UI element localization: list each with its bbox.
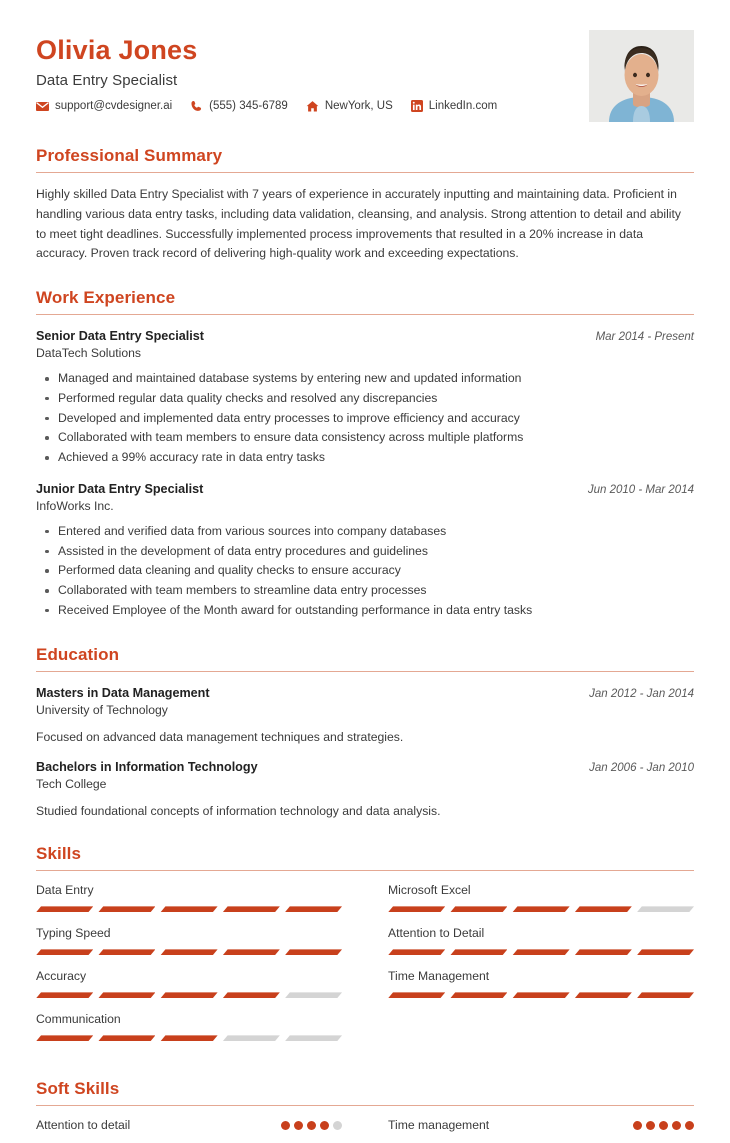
- section-education: [36, 645, 694, 821]
- soft-skill-item: [36, 1118, 342, 1132]
- education-school: Tech College: [36, 777, 107, 792]
- work-date: Jun 2010 - Mar 2014: [587, 483, 694, 496]
- list-item: Assisted in the development of data entry procedures and guidelines: [36, 542, 694, 562]
- contact-location[interactable]: [306, 100, 393, 113]
- list-item: Developed and implemented data entry processes to improve efficiency and accuracy: [36, 409, 694, 429]
- work-bullet-list: [36, 369, 694, 468]
- list-item: Received Employee of the Month award for outstanding performance in data entry tasks: [36, 601, 694, 621]
- contact-linkedin[interactable]: [411, 100, 497, 112]
- section-professional-summary: [36, 146, 694, 264]
- rating-segment: [512, 949, 569, 955]
- candidate-job-title: Data Entry Specialist: [36, 71, 178, 89]
- skill-label: Attention to Detail: [388, 926, 485, 941]
- section-divider: [36, 314, 694, 315]
- envelope-icon: [36, 100, 49, 113]
- work-role: Senior Data Entry Specialist: [36, 329, 204, 344]
- section-title: Education: [36, 644, 120, 664]
- work-role: Junior Data Entry Specialist: [36, 481, 204, 496]
- skill-rating-bar: [36, 992, 342, 998]
- rating-segment: [223, 1035, 280, 1041]
- skill-item: [388, 969, 694, 998]
- section-divider: [36, 870, 694, 871]
- rating-segment: [450, 992, 507, 998]
- rating-segment: [388, 992, 445, 998]
- education-entry-header: [36, 760, 694, 774]
- candidate-name: Olivia Jones: [36, 35, 198, 65]
- rating-segment: [160, 949, 217, 955]
- linkedin-icon: [411, 100, 423, 112]
- rating-dot: [307, 1121, 316, 1130]
- soft-skill-rating-dots: [281, 1121, 342, 1130]
- contact-email-text: support@cvdesigner.ai: [55, 100, 173, 113]
- rating-dot: [333, 1121, 342, 1130]
- contact-location-text: NewYork, US: [324, 100, 393, 113]
- rating-segment: [285, 949, 342, 955]
- skill-label: Communication: [36, 1012, 121, 1027]
- rating-segment: [450, 906, 507, 912]
- section-soft-skills: [36, 1079, 694, 1143]
- rating-segment: [98, 992, 155, 998]
- contact-phone[interactable]: [190, 100, 288, 113]
- skill-label: Typing Speed: [36, 926, 111, 941]
- rating-dot: [320, 1121, 329, 1130]
- education-date: Jan 2012 - Jan 2014: [589, 687, 694, 700]
- list-item: Collaborated with team members to ensure data consistency across multiple platforms: [36, 428, 694, 448]
- home-icon: [306, 100, 319, 113]
- rating-dot: [294, 1121, 303, 1130]
- section-title: Soft Skills: [36, 1079, 120, 1099]
- resume-header: [36, 30, 694, 122]
- rating-segment: [36, 906, 93, 912]
- skills-column-left: [36, 883, 342, 1055]
- work-entry-header: [36, 329, 694, 343]
- skill-rating-bar: [388, 949, 694, 955]
- work-company: InfoWorks Inc.: [36, 498, 114, 513]
- rating-segment: [637, 906, 694, 912]
- rating-segment: [637, 949, 694, 955]
- rating-segment: [388, 949, 445, 955]
- work-date: Mar 2014 - Present: [595, 331, 694, 344]
- rating-segment: [223, 906, 280, 912]
- rating-dot: [659, 1121, 668, 1130]
- skills-column-right: [388, 883, 694, 1055]
- skill-item: [36, 883, 342, 912]
- rating-dot: [646, 1121, 655, 1130]
- skills-grid: [36, 883, 694, 1055]
- skill-label: Accuracy: [36, 969, 87, 984]
- skill-item: [36, 926, 342, 955]
- skill-rating-bar: [36, 949, 342, 955]
- work-entry: [36, 482, 694, 621]
- rating-segment: [388, 906, 445, 912]
- rating-dot: [672, 1121, 681, 1130]
- soft-skills-grid: [36, 1118, 694, 1143]
- contact-email[interactable]: [36, 100, 172, 113]
- rating-segment: [285, 906, 342, 912]
- section-work-experience: [36, 288, 694, 621]
- education-degree: Bachelors in Information Technology: [36, 760, 258, 775]
- rating-segment: [223, 992, 280, 998]
- rating-segment: [98, 1035, 155, 1041]
- skill-item: [36, 969, 342, 998]
- rating-segment: [36, 1035, 93, 1041]
- skill-label: Time Management: [388, 969, 490, 984]
- phone-icon: [190, 100, 203, 113]
- work-bullet-list: [36, 522, 694, 621]
- rating-segment: [160, 1035, 217, 1041]
- list-item: Performed data cleaning and quality checks to ensure accuracy: [36, 561, 694, 581]
- list-item: Performed regular data quality checks and resolved any discrepancies: [36, 389, 694, 409]
- list-item: Achieved a 99% accuracy rate in data entry tasks: [36, 448, 694, 468]
- rating-dot: [281, 1121, 290, 1130]
- rating-segment: [450, 949, 507, 955]
- rating-segment: [98, 906, 155, 912]
- skill-item: [388, 883, 694, 912]
- work-entry-header: [36, 482, 694, 496]
- header-text-block: [36, 30, 515, 113]
- section-skills: [36, 844, 694, 1055]
- soft-skill-item: [388, 1118, 694, 1132]
- skill-item: [36, 1012, 342, 1041]
- skill-item: [388, 926, 694, 955]
- rating-segment: [223, 949, 280, 955]
- rating-dot: [633, 1121, 642, 1130]
- work-entry: [36, 329, 694, 468]
- education-description: Focused on advanced data management techniques and strategies.: [36, 729, 404, 744]
- rating-segment: [36, 949, 93, 955]
- section-title: Professional Summary: [36, 146, 223, 165]
- education-entry: [36, 760, 694, 820]
- list-item: Managed and maintained database systems by entering new and updated information: [36, 369, 694, 389]
- section-title: Work Experience: [36, 288, 176, 308]
- list-item: Entered and verified data from various sources into company databases: [36, 522, 694, 542]
- education-school: University of Technology: [36, 702, 168, 717]
- rating-segment: [637, 992, 694, 998]
- rating-segment: [98, 949, 155, 955]
- soft-skill-label: Time management: [388, 1118, 490, 1133]
- contact-linkedin-text: LinkedIn.com: [428, 100, 498, 113]
- rating-segment: [575, 949, 632, 955]
- profile-photo: [589, 30, 694, 122]
- skill-rating-bar: [36, 906, 342, 912]
- rating-segment: [512, 992, 569, 998]
- skill-label: Data Entry: [36, 883, 94, 898]
- rating-dot: [685, 1121, 694, 1130]
- rating-segment: [285, 1035, 342, 1041]
- list-item: Collaborated with team members to streamline data entry processes: [36, 581, 694, 601]
- soft-skills-column-right: [388, 1118, 694, 1143]
- rating-segment: [575, 992, 632, 998]
- section-divider: [36, 671, 694, 672]
- rating-segment: [575, 906, 632, 912]
- contact-row: [36, 100, 515, 113]
- skill-rating-bar: [388, 992, 694, 998]
- contact-phone-text: (555) 345-6789: [209, 100, 288, 113]
- education-degree: Masters in Data Management: [36, 685, 210, 700]
- skill-label: Microsoft Excel: [388, 883, 471, 898]
- section-divider: [36, 1105, 694, 1106]
- skill-rating-bar: [36, 1035, 342, 1041]
- education-description: Studied foundational concepts of information technology and data analysis.: [36, 804, 441, 819]
- section-title: Skills: [36, 844, 82, 864]
- soft-skill-label: Attention to detail: [36, 1118, 131, 1133]
- rating-segment: [285, 992, 342, 998]
- rating-segment: [36, 992, 93, 998]
- education-date: Jan 2006 - Jan 2010: [589, 762, 694, 775]
- education-entry-header: [36, 686, 694, 700]
- soft-skill-rating-dots: [633, 1121, 694, 1130]
- skill-rating-bar: [388, 906, 694, 912]
- soft-skills-column-left: [36, 1118, 342, 1143]
- rating-segment: [160, 992, 217, 998]
- section-divider: [36, 172, 694, 173]
- rating-segment: [160, 906, 217, 912]
- rating-segment: [512, 906, 569, 912]
- summary-text: Highly skilled Data Entry Specialist with 7 years of experience in accurately inputting and maintaining data. Proficient in handling various data entry tasks, including data validation, cleansing, and analysis. Strong attention to detail and ability to meet tight deadlines. Successfully implemented process improvements that resulted in a 20% increase in data accuracy. Proven track record of delivering high-quality work and exceeding expectations.: [36, 187, 681, 261]
- work-company: DataTech Solutions: [36, 346, 142, 361]
- education-entry: [36, 686, 694, 746]
